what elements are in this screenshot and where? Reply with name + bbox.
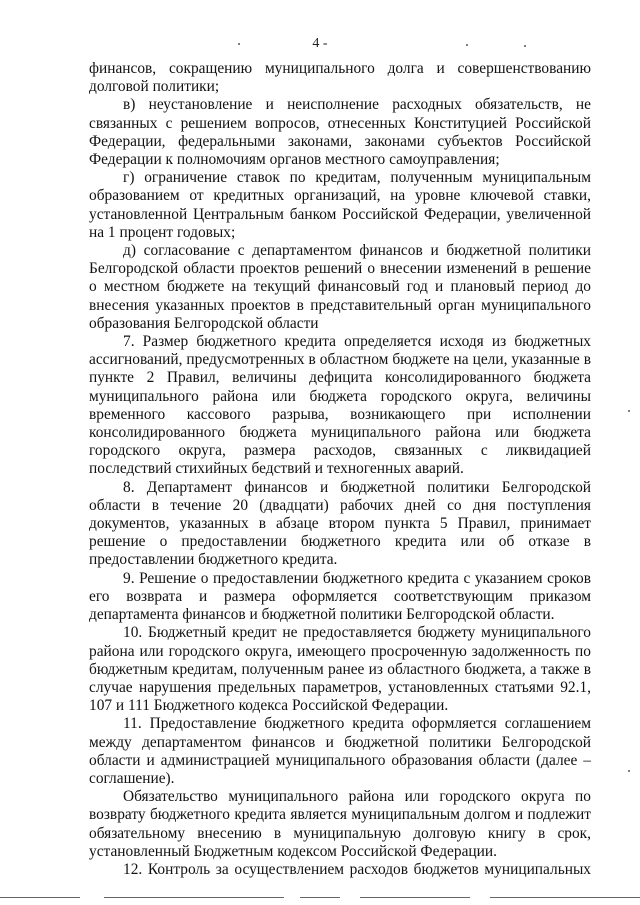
paragraph: в) неустановление и неисполнение расходных обязательств, не связанных с решением вопросов, отнесенных Конституцией Российской Федерации, федеральными законами, законами субъектов Российской Федерации к полномочиям органов местного самоуправления;	[89, 96, 591, 169]
scan-speck	[628, 770, 630, 772]
paragraph: финансов, сокращению муниципального долга и совершенствованию долговой политики;	[89, 60, 591, 96]
document-body	[89, 60, 591, 879]
paragraph: Обязательство муниципального района или городского округа по возврату бюджетного кредита является муниципальным долгом и подлежит обязательному внесению в муниципальную долговую книгу в срок, установленный Бюджетным кодексом Российской Федерации.	[89, 788, 591, 860]
paragraph: д) согласование с департаментом финансов и бюджетной политики Белгородской области проектов решений о внесении изменений в решение о местном бюджете на текущий финансовый год и плановый период до внесения указанных проектов в представительный орган муниципального образования Белгородской области	[89, 242, 591, 332]
paragraph: 12. Контроль за осуществлением расходов бюджетов муниципальных	[123, 860, 591, 878]
paragraph: 9. Решение о предоставлении бюджетного кредита с указанием сроков его возврата и размера оформляется соответствующим приказом департамента финансов и бюджетной политики Белгородской области.	[89, 569, 591, 624]
paragraph: г) ограничение ставок по кредитам, полученным муниципальным образованием от кредитных организаций, на уровне ключевой ставки, установленной Центральным банком Российской Федерации, увеличенной на 1 процент годовых;	[89, 169, 591, 241]
page-number: 4 -	[312, 36, 328, 51]
scan-speck	[628, 410, 630, 412]
paragraph: 7. Размер бюджетного кредита определяется исходя из бюджетных ассигнований, предусмотренных в областном бюджете на цели, указанные в пункте 2 Правил, величины дефицита консолидированного бюджета муниципального района или бюджета городского округа, величины временного кассового разрыва, возникающего при исполнении консолидированного бюджета муниципального района или бюджета городского округа, размера расходов, связанных с ликвидацией последствий стихийных бедствий и техногенных аварий.	[89, 333, 591, 478]
scan-edge-line	[0, 897, 640, 899]
paragraph: 11. Предоставление бюджетного кредита оформляется соглашением между департаментом финансов и бюджетной политики Белгородской области и администрацией муниципального образования области (далее – соглашение).	[89, 715, 591, 787]
paragraph: 10. Бюджетный кредит не предоставляется бюджету муниципального района или городского округа, имеющего просроченную задолженность по бюджетным кредитам, полученным ранее из областного бюджета, а также в случае нарушения предельных параметров, установленных статьями 92.1, 107 и 111 Бюджетного кодекса Российской Федерации.	[89, 624, 591, 715]
paragraph: 8. Департамент финансов и бюджетной политики Белгородской области в течение 20 (двадцати) рабочих дней со дня поступления документов, указанных в абзаце втором пункта 5 Правил, принимает решение о предоставлении бюджетного кредита или об отказе в предоставлении бюджетного кредита.	[89, 478, 591, 569]
